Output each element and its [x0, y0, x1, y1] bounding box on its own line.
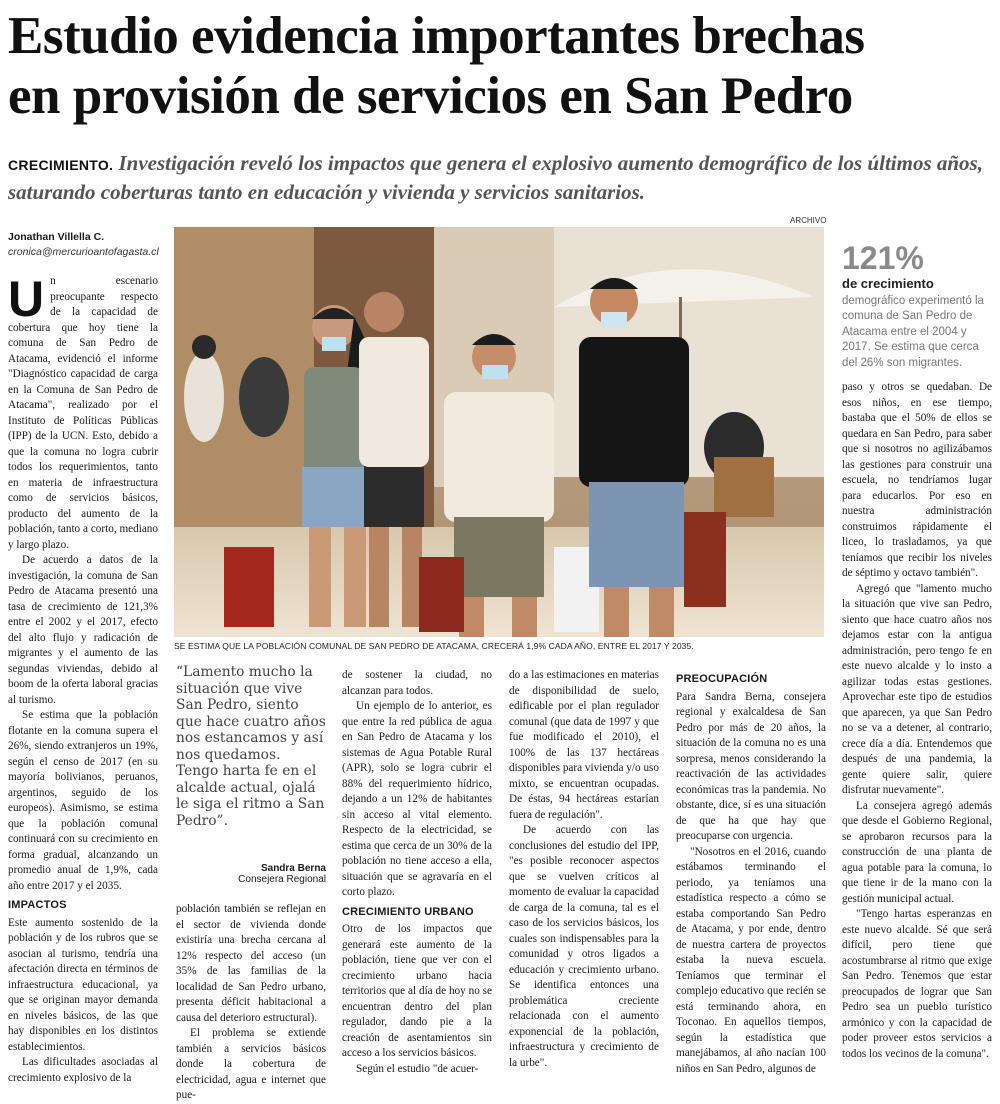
photo-caption: SE ESTIMA QUE LA POBLACIÓN COMUNAL DE SAN PEDRO DE ATACAMA, CRECERÁ 1,9% CADA AÑO, ENTRE EL 2017 Y 2035.	[174, 641, 694, 651]
stat-body	[842, 276, 992, 371]
col3-paragraph-1: de sostener la ciudad, no alcanzan para todos.	[342, 669, 492, 697]
col3-paragraph-2: Un ejemplo de lo anterior, es que entre la red pública de agua en San Pedro de Atacama y los sistemas de Agua Potable Rural (APR), solo se logra cubrir el 88% del requerimiento hídrico, dejando a un 12% de habitantes sin acceso al vital elemento. Respecto de la electricidad, se estima que cerca de un 30% de la población no tiene acceso a ella, situación que se agravaría en el corto plazo.	[342, 700, 492, 898]
photo-credit: ARCHIVO	[790, 216, 827, 225]
byline-email[interactable]: cronica@mercurioantofagasta.cl	[8, 246, 159, 258]
article-column-6	[842, 380, 992, 1062]
col3-paragraph-4: Según el estudio "de acuer-	[356, 1062, 479, 1075]
article-column-1	[8, 271, 158, 1086]
col5-paragraph-1: Para Sandra Berna, consejera regional y exalcaldesa de San Pedro por más de 20 años, la situación de la comuna no es una sorpresa, menos considerando la reactivación de las actividades económicas tras la pandemia. No obstante, dice, sí es una situación de que ha que hay que preocuparse con urgencia.	[676, 690, 826, 842]
subhead-impactos: IMPACTOS	[8, 899, 67, 911]
article-column-3	[342, 668, 492, 1077]
pull-quote-role: Consejera Regional	[238, 874, 326, 885]
article-column-2	[176, 902, 326, 1104]
col1-paragraph-4: Este aumento sostenido de la población y de los rubros que se asocian al turismo, tendría una afectación directa en términos de infraestructura educacional, ya que se originan mayor demanda en niveles básicos, de las que hay disponibles en los distintos establecimientos.	[8, 916, 158, 1053]
headline-line-2: en provisión de servicios en San Pedro	[8, 67, 853, 125]
col2-paragraph-2: El problema se extiende también a servicios básicos donde la cobertura de electricidad, agua e internet que pue-	[176, 1027, 326, 1101]
col6-paragraph-4: "Tengo hartas esperanzas en este nuevo alcalde. Sé que será difícil, pero tiene que acostumbrarse al ritmo que exige San Pedro. Tenemos que estar preocupados de lograr que San Pedro sea un pueblo turístico armónico y con la capacidad de poder proveer estos servicios a todos los vecinos de la comuna".	[842, 908, 992, 1060]
col1-paragraph-2: De acuerdo a datos de la investigación, la comuna de San Pedro de Atacama presentó una tasa de crecimiento de 121,3% entre el 2002 y el 2017, efecto del alto flujo y radicación de migrantes y el aumento de las segundas viviendas, debido al boom de la oferta laboral gracias al turismo.	[8, 554, 158, 706]
col6-paragraph-2: Agregó que "lamento mucho la situación que vive san Pedro, siento que hace cuatro años nos dejamos estar con la antigua administración, pero tengo fe en este nuevo alcalde y lo insto a agilizar todas estas gestiones. Aprovechar este tipo de estudios que aparecen, ya que San Pedro no se va a detener, al contrario, crece día a día. Entendemos que después de una pandemia, la gente quiere salir, quiere disfrutar nuevamente".	[842, 582, 992, 796]
col1-paragraph-3: Se estima que la población flotante en la comuna supera el 26%, siendo extranjeros un 19%, según el censo de 2017 (en su mayoría bolivianos, peruanos, argentinos, seguido de los europeos). Asimismo, se estima que la población comunal continuará con su crecimiento en forma gradual, alcanzando un promedio anual de 1,9%, cada año entre 2017 y el 2035.	[8, 709, 158, 892]
col4-paragraph-2: De acuerdo con las conclusiones del estudio del IPP, "es posible reconocer aspectos que se vuelven críticos al momento de evaluar la capacidad de carga de la comuna, tal es el caso de los servicios básicos, los cuales son indispensables para la comunidad y otros ligados a educación y crecimiento urbano. Se identifica entonces una problemática creciente relacionada con el aumento exponencial de la población, infraestructura y crecimiento de la urbe".	[509, 824, 659, 1069]
pull-quote	[176, 664, 326, 885]
col5-paragraph-2: "Nosotros en el 2016, cuando estábamos terminando el periodo, ya teníamos una estadística respecto a cómo se estaba comportando San Pedro de Atacama, y por ende, dentro de nuestra cartera de proyectos estaba la nueva escuela. Teníamos que terminar el complejo educativo que recién se está terminando ahora, en Toconao. En aquellos tiempos, según la estadística que manejábamos, al año nacían 100 niños en San Pedro, algunos de	[676, 845, 826, 1075]
street-photo	[174, 227, 824, 637]
subhead-crecimiento-urbano: CRECIMIENTO URBANO	[342, 905, 474, 918]
col6-paragraph-3: La consejera agregó además que desde el Gobierno Regional, se aprobaron recursos para la construcción de una planta de agua potable para la comuna, lo que tiene ir de la mano con la gestión municipal actual.	[842, 799, 992, 905]
deck	[8, 150, 993, 206]
headline-line-1: Estudio evidencia importantes brechas	[8, 7, 865, 65]
col1-paragraph-5: Las dificultades asociadas al crecimiento explosivo de la	[8, 1056, 158, 1084]
subhead-preocupacion: PREOCUPACIÓN	[676, 673, 768, 685]
stat-text: demográfico experimentó la comuna de San Pedro de Atacama entre el 2004 y 2017. Se estima que cerca del 26% son migrantes.	[842, 294, 984, 369]
article-column-5	[676, 668, 826, 1077]
byline-author: Jonathan Villella C.	[8, 231, 105, 243]
stat-number: 121%	[842, 240, 924, 276]
stat-label: de crecimiento	[842, 276, 934, 291]
drop-cap: U	[8, 271, 45, 327]
pull-quote-name: Sandra Berna	[260, 863, 326, 874]
col4-paragraph-1: do a las estimaciones en materias de disponibilidad de suelo, edificable por el plan regulador comunal (que data de 1997 y que fue modificado el 2010), el 100% de las 137 hectáreas disponibles para vivienda y/o uso mixto, se encuentran ocupadas. De éstas, 94 hectáreas estarían fuera de regulación".	[509, 669, 659, 821]
col6-paragraph-1: paso y otros se quedaban. De esos niños, en ese tiempo, bastaba que el 50% de ellos se quedara en San Pedro, para saber que si nosotros no agilizábamos las gestiones para construir una escuela, no tendríamos lugar para educarlos. Por eso en nuestra administración construimos rápidamente el liceo, lo trasladamos, ya que teníamos que recibir los niveles de séptimo y octavo también".	[842, 381, 992, 579]
col1-paragraph-1: n escenario preocupante respecto de la capacidad de cobertura que hoy tiene la comuna de San Pedro de Atacama, evidenció el informe "Diagnóstico capacidad de carga en la Comuna de San Pedro de Atacama", realizado por el Instituto de Políticas Públicas (IPP) de la UCN. Esto, debido a que la comuna no logra cubrir todos los requerimientos, tanto en materia de infraestructura como de servicios básicos, producto del aumento de la población, tanto a corto, mediano y largo plazo.	[8, 275, 158, 551]
col2-paragraph-1: población también se reflejan en el sector de vivienda donde existiría una brecha cercana al 12% respecto del acceso (un 35% de las familias de la localidad de San Pedro urbano, presenta déficit habitacional a causa del deterioro estructural).	[176, 903, 326, 1024]
byline	[8, 230, 159, 260]
article-column-4	[509, 668, 659, 1071]
deck-text: Investigación reveló los impactos que genera el explosivo aumento demográfico de los últimos años, saturando coberturas tanto en educación y vivienda y servicios sanitarios.	[8, 151, 983, 204]
pull-quote-text: “Lamento mucho la situación que vive San Pedro, siento que hace cuatro años nos estancamos y así nos quedamos. Tengo harta fe en el alcalde actual, ojalá le siga el ritmo a San Pedro”.	[176, 664, 326, 829]
deck-kicker: CRECIMIENTO.	[8, 157, 114, 173]
col3-paragraph-3: Otro de los impactos que generará este aumento de la población, tiene que ver con el crecimiento urbano hacia territorios que al día de hoy no se encuentran dentro del plan regulador, dando pie a la creación de asentamientos sin acceso a los servicios básicos.	[342, 923, 492, 1059]
headline	[8, 6, 993, 126]
stat-box	[842, 240, 992, 371]
